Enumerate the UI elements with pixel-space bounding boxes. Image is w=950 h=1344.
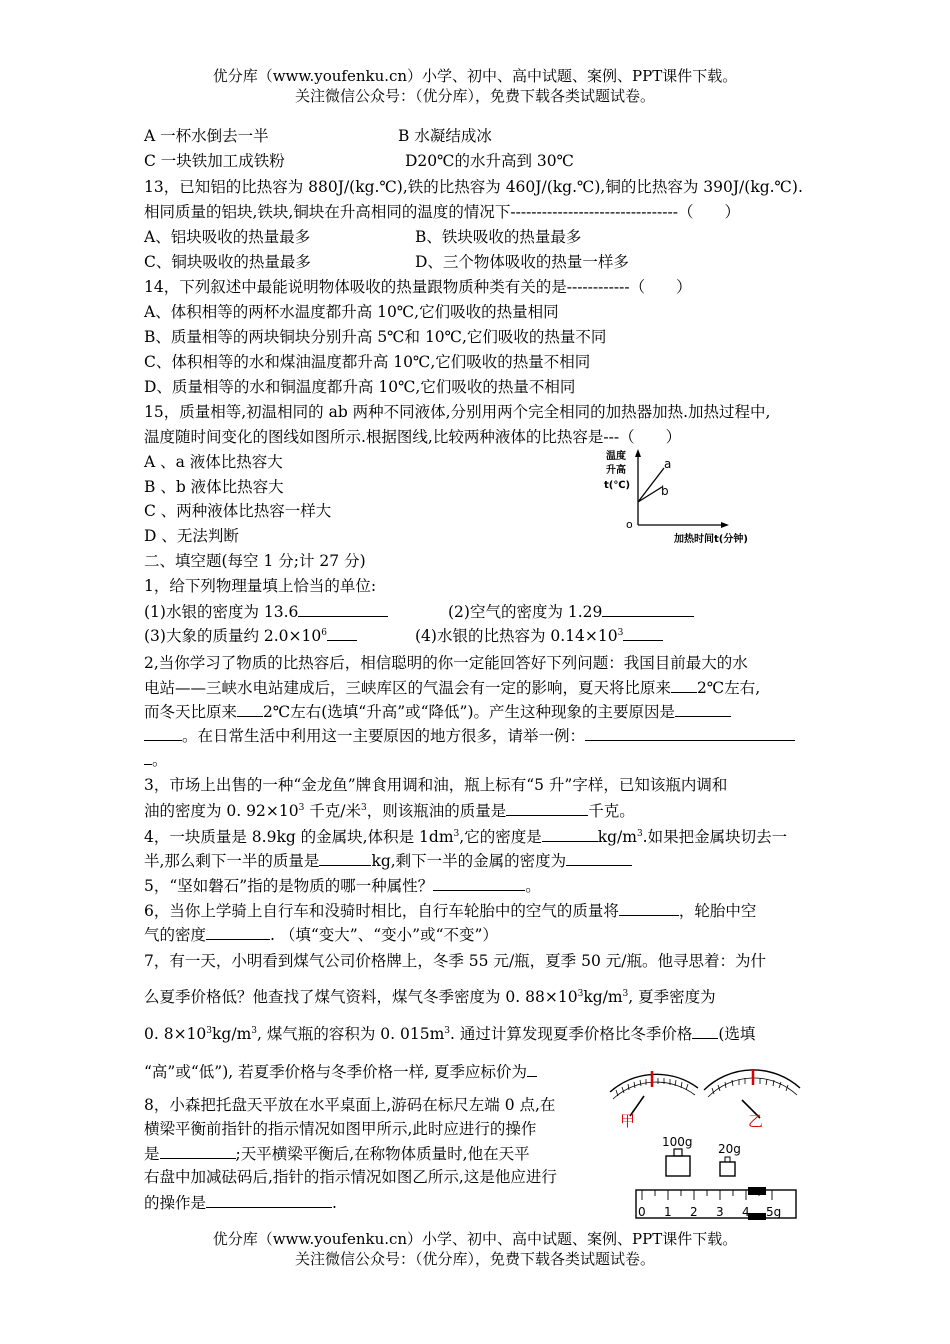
f7-line-2: 么夏季价格低？他查找了煤气资料，煤气冬季密度为 0. $88\times 10^3kg/m^3$, 夏季密度为: [144, 988, 716, 1006]
graph-line-b: [638, 487, 662, 502]
tick-1: 1: [664, 1205, 672, 1219]
f7-line-1: 7，有一天，小明看到煤气公司价格牌上，冬季 55 元/瓶，夏季 50 元/瓶。他寻思着：为什: [144, 952, 766, 970]
section-2-title: 二、填空题(每空 1 分;计 27 分): [144, 552, 366, 570]
q14-option-b: B、质量相等的两块铜块分别升高 5℃和 10℃,它们吸收的热量不同: [144, 328, 607, 346]
q13-stem-1: 13，已知铝的比热容为 880J/(kg.℃),铁的比热容为 460J/(kg.℃),铜的比热容为 390J/(kg.℃).: [144, 178, 803, 196]
q12-option-c: C 一块铁加工成铁粉: [144, 152, 285, 170]
f4-blank-2[interactable]: [319, 849, 371, 866]
f3-blank[interactable]: [506, 799, 588, 816]
f2-blank-2[interactable]: [237, 700, 263, 717]
temperature-time-graph: [598, 446, 798, 550]
graph-ylabel-3: t(℃): [604, 480, 631, 491]
f1-blank-1[interactable]: [298, 600, 388, 617]
f7-blank-1[interactable]: [692, 1022, 718, 1039]
q15-option-c: C 、两种液体比热容一样大: [144, 502, 332, 520]
f1-stem: 1，给下列物理量填上恰当的单位:: [144, 577, 377, 595]
f7-line-4: “高”或“低”), 若夏季价格与冬季价格一样, 夏季应标价为: [144, 1060, 537, 1083]
q12-option-d: D20℃的水升高到 30℃: [405, 152, 574, 170]
f6-blank-2[interactable]: [206, 923, 270, 940]
f1-part-4: (4)水银的比热容为 $0.14\times 10^3$: [415, 624, 663, 647]
f2-blank-3b[interactable]: [144, 724, 182, 741]
weight-20g-label: 20g: [718, 1142, 741, 1156]
tick-3: 3: [716, 1205, 724, 1219]
f2-line-2: 电站——三峡水电站建成后，三峡库区的气温会有一定的影响，夏天将比原来 2℃左右,: [144, 676, 760, 699]
rider-bottom: [748, 1213, 766, 1220]
f1-blank-3[interactable]: [327, 624, 357, 641]
weight-100g: [666, 1156, 690, 1176]
scale-yi: [704, 1069, 800, 1130]
f4-blank-1[interactable]: [542, 825, 598, 842]
footer-line-2: 关注微信公众号：（优分库），免费下载各类试题试卷。: [294, 1250, 655, 1268]
label-yi: 乙: [748, 1112, 764, 1130]
balance-figure: [598, 1056, 810, 1224]
q13-stem-2: 相同质量的铝块,铁块,铜块在升高相同的温度的情况下--------------------------------（ ）: [144, 203, 740, 221]
f7-blank-2[interactable]: [527, 1060, 537, 1077]
graph-x-arrow: [721, 522, 729, 528]
f7-line-3: 0. $8\times 10^3kg/m^3$, 煤气瓶的容积为 0. $015m^3$. 通过计算发现夏季价格比冬季价格 (选填: [144, 1022, 755, 1045]
f1-blank-2[interactable]: [602, 600, 694, 617]
weight-100g-label: 100g: [662, 1135, 693, 1149]
q14-option-a: A、体积相等的两杯水温度都升高 10℃,它们吸收的热量相同: [144, 303, 559, 321]
f6-line-1: 6，当你上学骑上自行车和没骑时相比，自行车轮胎中的空气的质量将 ，轮胎中空: [144, 899, 756, 922]
q15-option-b: B 、b 液体比热容大: [144, 478, 284, 496]
f3-line-1: 3，市场上出售的一种“金龙鱼”牌食用调和油，瓶上标有“5 升”字样，已知该瓶内调和: [144, 776, 728, 794]
q13-option-d: D、三个物体吸收的热量一样多: [415, 253, 629, 271]
q15-option-a: A 、a 液体比热容大: [144, 453, 283, 471]
f4-line-2: 半,那么剩下一半的质量是 kg,剩下一半的金属的密度为: [144, 849, 632, 872]
q15-stem-1: 15，质量相等,初温相同的 ab 两种不同液体,分别用两个完全相同的加热器加热.加热过程中,: [144, 403, 771, 421]
f5-line: 5，“坚如磐石”指的是物质的哪一种属性？ 。: [144, 874, 541, 897]
f3-line-2: 油的密度为 0. $92\times 10^3$ 千克/米$^3$，则该瓶油的质量是 千克。: [144, 799, 635, 822]
f6-line-2: 气的密度 . （填“变大”、“变小”或“不变”）: [144, 923, 498, 946]
f5-blank[interactable]: [433, 874, 525, 891]
header-line-2: 关注微信公众号：（优分库），免费下载各类试题试卷。: [294, 87, 655, 105]
q14-option-d: D、质量相等的水和铜温度都升高 10℃,它们吸收的热量不相同: [144, 378, 576, 396]
f2-blank-1[interactable]: [671, 676, 697, 693]
q12-option-b: B 水凝结成冰: [398, 127, 492, 145]
scale-jia: [610, 1071, 698, 1130]
f4-line-1: 4，一块质量是 8.9kg 的金属块,体积是 $1dm^3$,它的密度是 $kg/m^3$.如果把金属块切去一: [144, 825, 787, 848]
q14-stem: 14，下列叙述中最能说明物体吸收的热量跟物质种类有关的是------------（ ）: [144, 278, 692, 296]
f2-blank-3a[interactable]: [675, 700, 731, 717]
graph-ylabel-1: 温度: [606, 451, 626, 462]
f4-blank-3[interactable]: [566, 849, 632, 866]
footer-line-1: 优分库（www.youfenku.cn）小学、初中、高中试题、案例、PPT课件下载。: [212, 1230, 738, 1248]
f2-line-1: 2,当你学习了物质的比热容后，相信聪明的你一定能回答好下列问题：我国目前最大的水: [144, 654, 748, 672]
f1-blank-4[interactable]: [623, 624, 663, 641]
q13-option-c: C、铜块吸收的热量最多: [144, 253, 311, 271]
f1-part-1: (1)水银的密度为 13.6: [144, 600, 388, 623]
f2-line-4: 。在日常生活中利用这一主要原因的地方很多，请举一例：: [144, 724, 795, 747]
weight-20g: [720, 1162, 735, 1176]
graph-xlabel: 加热时间t(分钟): [674, 534, 748, 545]
f1-part-2: (2)空气的密度为 1.29: [448, 600, 694, 623]
f6-blank-1[interactable]: [619, 899, 679, 916]
q12-option-a: A 一杯水倒去一半: [144, 127, 269, 145]
f8-line-1: 8，小森把托盘天平放在水平桌面上,游码在标尺左端 0 点,在: [144, 1096, 556, 1114]
f2-blank-4b[interactable]: [144, 748, 152, 765]
f1-part-3: (3)大象的质量约 $2.0\times 10^6$: [144, 624, 357, 647]
tick-0: 0: [638, 1205, 646, 1219]
f8-line-2: 横梁平衡前指针的指示情况如图甲所示,此时应进行的操作: [144, 1120, 537, 1138]
q13-option-b: B、铁块吸收的热量最多: [415, 228, 582, 246]
f8-line-3: 是 ;天平横梁平衡后,在称物体质量时,他在天平: [144, 1142, 530, 1165]
q13-option-a: A、铝块吸收的热量最多: [144, 228, 311, 246]
f8-line-4: 右盘中加减砝码后,指针的指示情况如图乙所示,这是他应进行: [144, 1168, 557, 1186]
graph-label-a: a: [664, 457, 672, 471]
f8-blank-2[interactable]: [206, 1191, 332, 1208]
tick-4: 4: [742, 1205, 750, 1219]
graph-origin: o: [626, 518, 633, 531]
q14-option-c: C、体积相等的水和煤油温度都升高 10℃,它们吸收的热量不相同: [144, 353, 591, 371]
graph-ylabel-2: 升高: [606, 465, 626, 476]
header-line-1: 优分库（www.youfenku.cn）小学、初中、高中试题、案例、PPT课件下载。: [212, 67, 738, 85]
f8-blank-1[interactable]: [160, 1142, 236, 1159]
rider-top: [748, 1187, 766, 1195]
f2-line-5: 。: [144, 748, 168, 771]
tick-2: 2: [690, 1205, 698, 1219]
f2-line-3: 而冬天比原来 2℃左右(选填“升高”或“降低”)。产生这种现象的主要原因是: [144, 700, 731, 723]
tick-5g: 5g: [766, 1205, 782, 1219]
f2-blank-4[interactable]: [585, 724, 795, 741]
graph-label-b: b: [661, 484, 669, 498]
graph-y-arrow: [635, 449, 641, 457]
q15-option-d: D 、无法判断: [144, 527, 239, 545]
q15-stem-2: 温度随时间变化的图线如图所示.根据图线,比较两种液体的比热容是---（ ）: [144, 428, 682, 446]
f8-line-5: 的操作是 .: [144, 1191, 337, 1214]
label-jia: 甲: [620, 1112, 636, 1130]
